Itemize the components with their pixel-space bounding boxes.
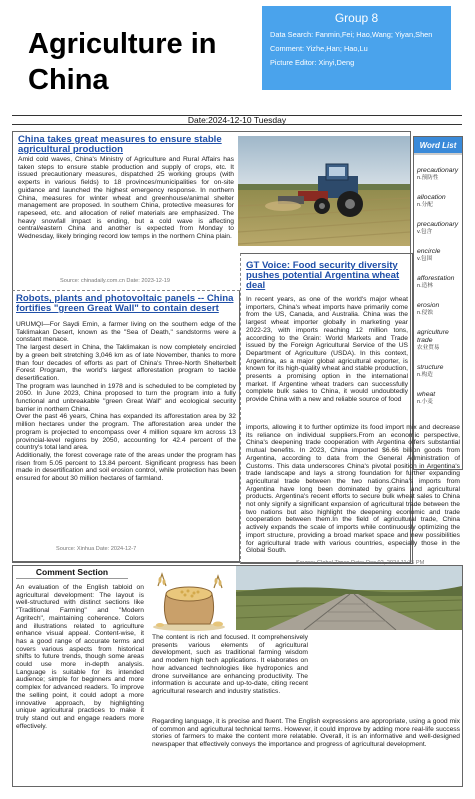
- article3-source: Source: Global Times Date: Dec 02, 2024 11:35 PM: [296, 560, 425, 566]
- tractor-field-illustration: [238, 136, 410, 246]
- date-bar: Date:2024-12-10 Tuesday: [12, 115, 462, 125]
- word-meaning: n.分配: [417, 202, 433, 208]
- word-term: encircle: [417, 248, 441, 255]
- word-meaning: n.造林: [417, 283, 433, 289]
- comment-section-label: Comment Section: [16, 567, 128, 579]
- word-term: agriculture trade: [417, 329, 449, 344]
- word-list-heading: Word List: [414, 137, 462, 155]
- word-term: erosion: [417, 302, 440, 309]
- word-term: wheat: [417, 391, 436, 398]
- article1-source: Source: chinadaily.com.cn Date: 2023-12-19: [60, 278, 170, 284]
- article1-body: [18, 156, 234, 241]
- word-list-item: [417, 302, 462, 317]
- word-meaning: v.包含: [417, 229, 433, 235]
- word-term: structure: [417, 364, 444, 371]
- masthead-title: Agriculture in China: [28, 28, 217, 96]
- word-list-item: [417, 167, 462, 182]
- article2-headline[interactable]: Robots, plants and photovoltaic panels -- China fortifies "green Great Wall" to contain desert: [16, 293, 234, 314]
- group-info-box: [262, 6, 451, 90]
- word-list-panel: [413, 136, 463, 470]
- group-name: Group 8: [334, 11, 379, 25]
- word-meaning: 农业贸易: [417, 345, 440, 351]
- article2-body: [16, 321, 236, 483]
- comment-credit: Comment: Yizhe,Han; Hao,Lu: [270, 44, 368, 53]
- word-list-item: [417, 221, 462, 236]
- article2-paragraph: Additionally, the forest coverage rate of the areas under the program has risen from 5.05 percent to 13.84 percent. Significant progress has been made in desertification and soil erosion control, while protection has been ensured for about 30 million hectares of farmland.: [16, 451, 236, 483]
- grain-sack-icon: [148, 572, 230, 632]
- article1-paragraph: Amid cold waves, China's Ministry of Agriculture and Rural Affairs has taken steps to ensure stable production and supply of crops, etc. It issued precautionary measures, dispatched 25 working groups (with experts in various fields) to 18 provinces/municipalities for on-site guidance and launched the highest emergency response. In northern China, measures for winter wheat and greenhouse/animal shelter management are proposed. In southern China, protective measures for rapeseed, etc. and allocation of relief materials are emphasized. The heavy snowfall impact is ending, but a cold wave is affecting central/eastern China and another is expected from Monday to Wednesday, likely bringing record low temps in the northern China plain.: [18, 156, 234, 241]
- comment-left-text: An evaluation of the English tabloid on agricultural development: The layout is well-structured with distinct sections like "Traditional Farming" and "Modern Agritech", maintaining coherence. Colors and illustrations related to agriculture enhance visual appeal. Content-wise, it has a good range of accurate terms and covers various aspects from historical shifts to future trends, though some areas could use more in-depth analysis. Language is suitable for its intended audience; simple for beginners and more complex for advanced readers. To improve the selling point, it could adopt a more innovative approach, by highlighting unique agricultural practices to make it truly stand out and engage readers more effectively.: [16, 584, 144, 730]
- railway-landscape-photo: [236, 566, 462, 630]
- word-list-item: [417, 194, 462, 209]
- article3-paragraph: In recent years, as one of the world's major wheat importers, China's wheat imports have primarily come from the US, Canada, and Australia. China was the largest wheat importer globally in marketing year 2022-23, with imports reaching 12 million tons, according to the Grain: World Markets and Trade issued by the Foreign Agricultural Service of the US Department of Agriculture (USDA). In this context, Argentina, as a major global agricultural exporter, is known for its high-quality wheat and stable production, presents a promising option in the international market. If Argentine wheat traders can successfully complete bulk sales to China, it would undoubtedly provide China with a new and reliable source of food: [246, 296, 408, 404]
- word-list-item: [417, 275, 462, 290]
- word-meaning: n.侵蚀: [417, 310, 433, 316]
- word-list-item: [417, 248, 462, 263]
- word-meaning: n.预防性: [417, 175, 439, 181]
- word-meaning: n.构造: [417, 372, 433, 378]
- comment-right-text-2: Regarding language, it is precise and fluent. The English expressions are appropriate, using a good mix of common and agricultural technical terms. However, it could improve by adding more real-life success stories of farmers to make the content more relatable. Overall, it is an informative and well-designed newspaper that effectively conveys the importance and progress of agricultural development.: [152, 718, 460, 749]
- article2-source: Source: Xinhua Date: 2024-12-7: [56, 546, 137, 552]
- article2-paragraph: Over the past 46 years, China has expanded its afforestation area by 32 million hectares under the program. The afforestation area under the program is projected to encompass over 4 million square km across 13 provincial-level regions by 2050, accounting for 42.4 percent of the country's total land area.: [16, 413, 236, 452]
- word-term: precautionary: [417, 221, 459, 228]
- tractor-field-photo: [238, 136, 410, 246]
- word-meaning: v.包围: [417, 256, 433, 262]
- word-term: allocation: [417, 194, 446, 201]
- article3-headline[interactable]: GT Voice: Food security diversity pushes potential Argentina wheat deal: [246, 260, 400, 291]
- word-list-item: [417, 364, 462, 379]
- grain-sack-illustration: [148, 572, 230, 632]
- word-term: afforestation: [417, 275, 455, 282]
- data-search-credit: Data Search: Fanmin,Fei; Hao,Wang; Yiyan,Shen: [270, 30, 433, 39]
- word-term: precautionary: [417, 167, 459, 174]
- word-list-item: [417, 329, 462, 352]
- article1-headline[interactable]: China takes great measures to ensure stable agricultural production: [18, 134, 222, 155]
- picture-editor-credit: Picture Editor: Xinyi,Deng: [270, 58, 355, 67]
- article3-body-col1: [246, 296, 408, 424]
- railway-landscape-illustration: [236, 566, 462, 630]
- article2-paragraph: The largest desert in China, the Taklimakan is now completely encircled by a green belt stretching 3,046 km as of late November, thanks to more than four decades of efforts as part of China's Three-North Shelterbelt Forest Program, the world's largest afforestation program to tackle desertification.: [16, 344, 236, 382]
- word-list-item: [417, 391, 462, 406]
- article2-paragraph: URUMQI—For Saydi Emin, a farmer living on the southern edge of the Taklimakan Desert, known as the "Sea of Death," sandstorms were a constant menace.: [16, 321, 236, 344]
- article2-paragraph: The program was launched in 1978 and is scheduled to be completed by 2050. In June 2023, China proposed to turn the program into a fully functional and unbreakable "green Great Wall" and ecological security barrier in northern China.: [16, 382, 236, 413]
- comment-right-text-1: The content is rich and focused. It comprehensively presents various elements of agricultural development, such as traditional farming wisdom and modern high tech applications. It elaborates on how advanced technologies like hydroponics and drone surveillance are enhancing productivity. The information is accurate and up-to-date, citing recent agricultural research and industry statistics.: [152, 634, 308, 695]
- article3-paragraph: imports, allowing it to further optimize its food import mix and decrease its reliance on individual suppliers.From an economic perspective, China's deepening trade cooperation with Argentina offers substantial mutual benefits. In 2023, China imported $6.66 billion goods from Argentina, according to data from the General Administration of Customs. This data underscores China's pivotal position in Argentina's trade landscape and lays a strong foundation for further expanding agricultural trade between the two nations.China's imports from Argentina have long been dominated by grains and agricultural products. Argentina's recent efforts to secure bulk wheat sales to China not only signify a significant expansion of agricultural trade between the two nations but also highlight the deepening economic and trade cooperation between them.In the field of agricultural trade, China actively expands the scale of imports while continuously optimizing the import structure, providing a broad market space and new possibilities for agricultural trade with various countries, especially those in the Global South.: [246, 424, 460, 555]
- word-meaning: n.小麦: [417, 399, 433, 405]
